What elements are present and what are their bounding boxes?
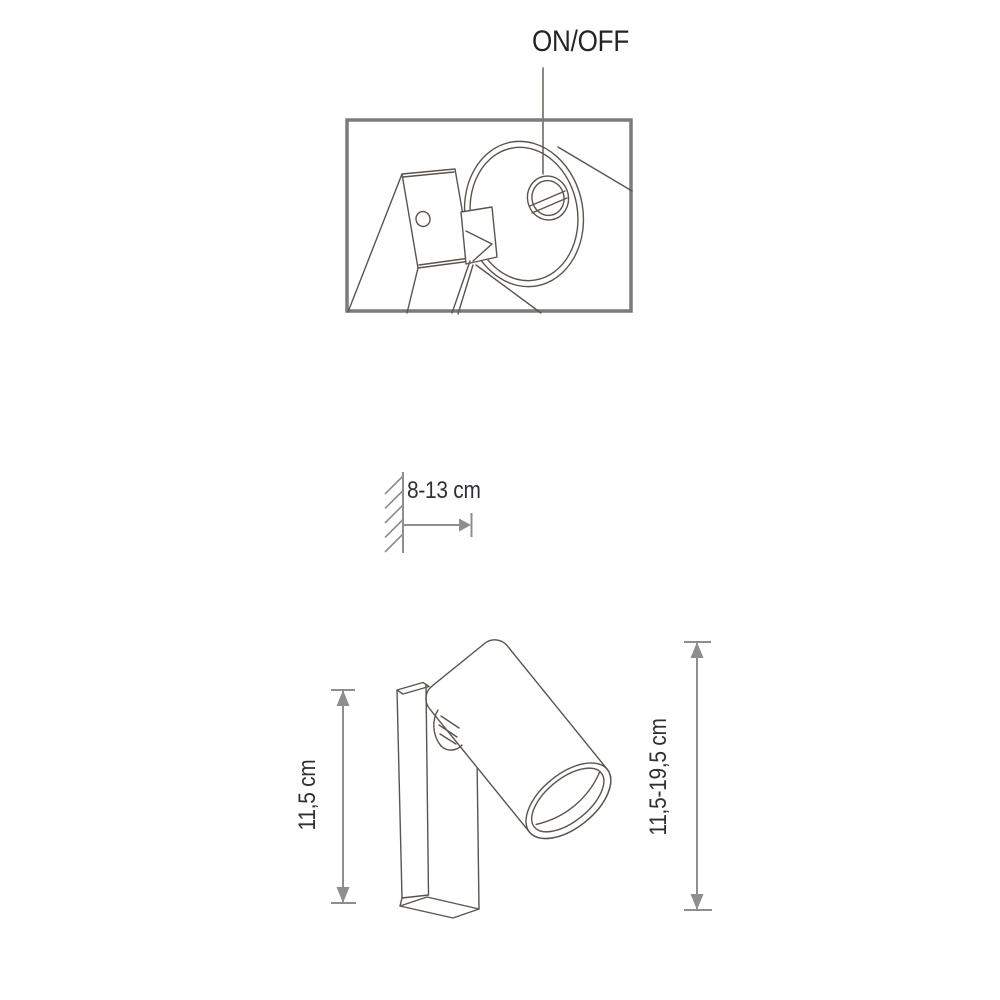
mount-bracket [402,169,471,268]
surface-line-upper [558,147,632,191]
dimension-line-right [684,642,712,910]
bracket-front-edge [426,685,429,896]
dimension-line-left [331,690,356,903]
arrow-down-icon [691,894,704,910]
onoff-label: ON/OFF [532,25,630,58]
wall-hatch-icon [385,476,403,552]
surface-line-lower [476,265,541,313]
fixture-height-label: 11,5 cm [294,759,321,831]
bracket-left-edge [397,690,402,898]
arm-edge-left [348,174,402,312]
arrow-up-icon [337,690,350,706]
switch-slot-line-a [530,191,565,206]
bracket-top-face [397,683,429,695]
base-plate [400,897,479,918]
bracket-right-edge [477,757,479,909]
arrow-down-icon [337,887,350,903]
pivot-connector [461,207,497,264]
switch-icon [523,172,572,224]
bracket-face [402,169,471,268]
arrow-up-icon [691,642,704,658]
wall-distance-label: 8-13 cm [407,477,481,504]
switch-slot-line-b [532,198,567,213]
main-fixture-drawing [397,633,624,918]
spot-head [419,633,624,853]
head-body [419,633,624,853]
arm-edge-mid [407,268,418,313]
detail-view-drawing [348,132,632,314]
total-height-label: 11,5-19,5 cm [645,718,672,836]
arrow-right-icon [459,519,471,532]
